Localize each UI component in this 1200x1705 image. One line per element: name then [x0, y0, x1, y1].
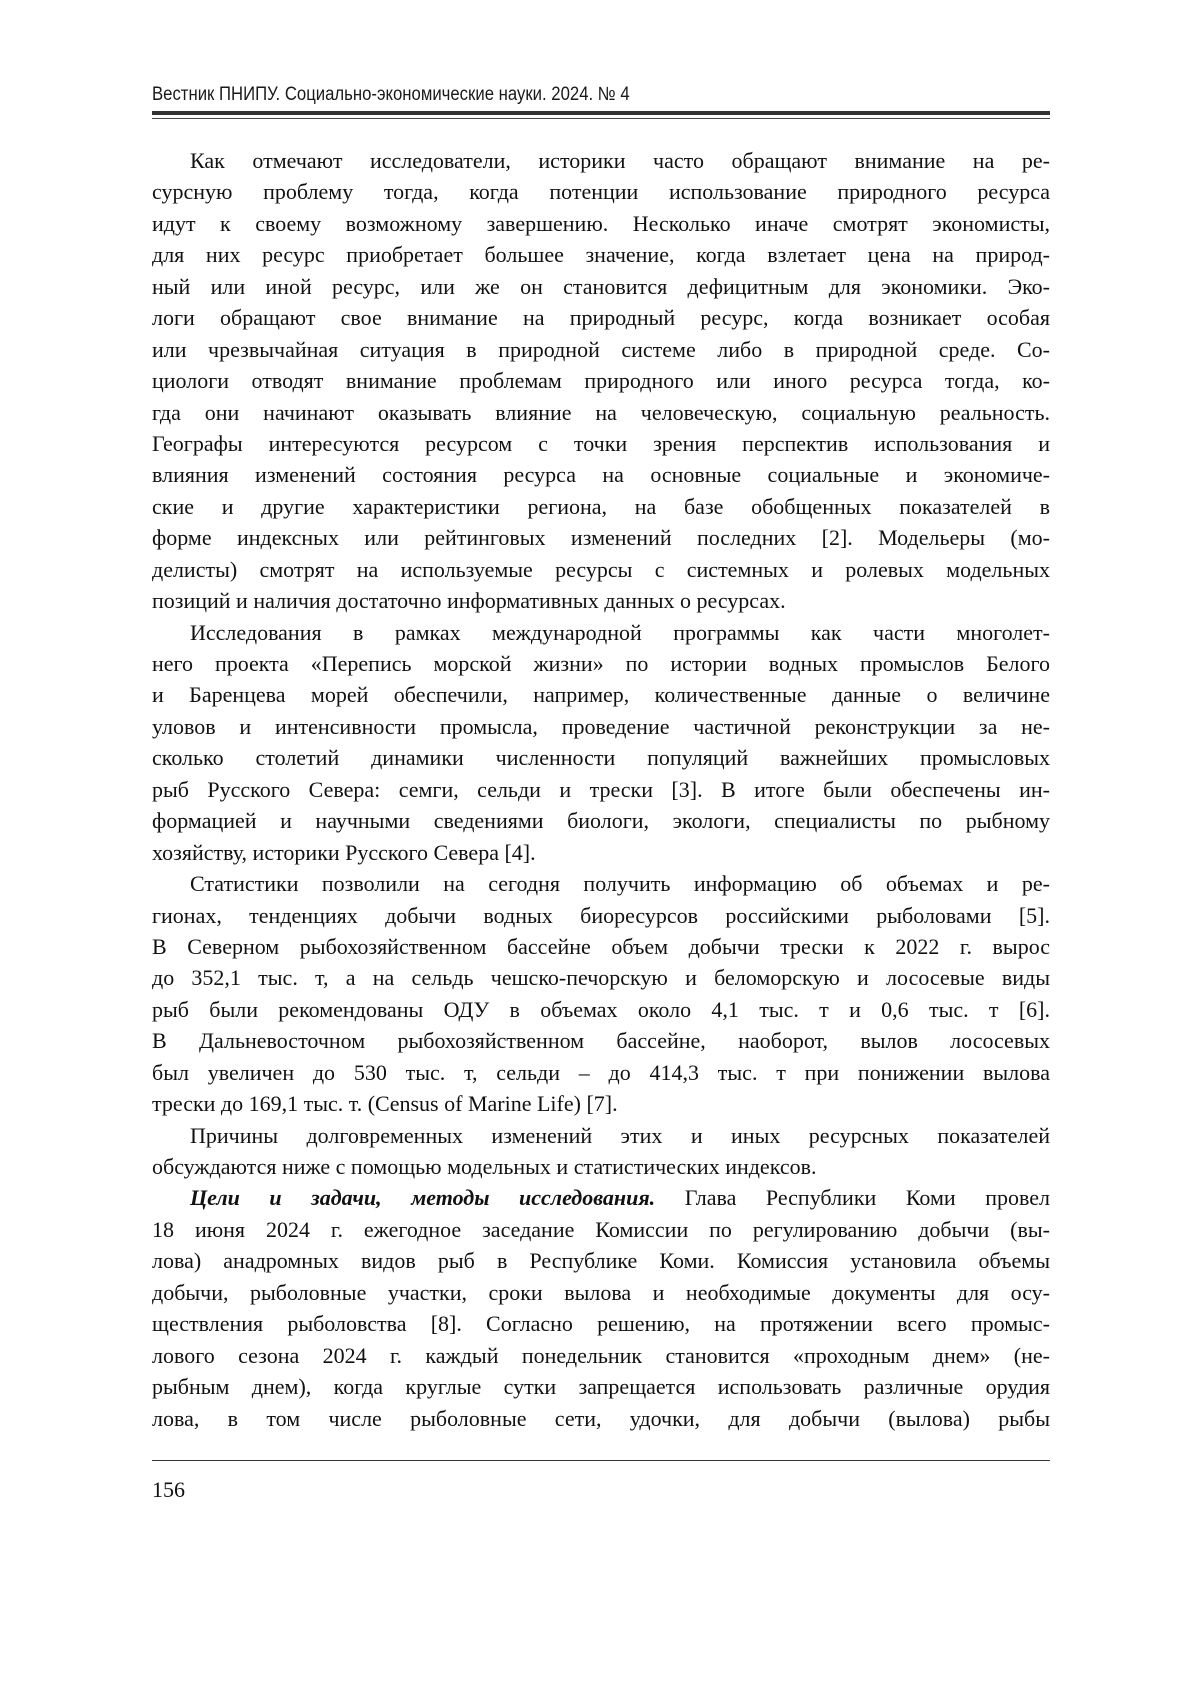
- footer-rule: [152, 1460, 1050, 1461]
- text-line: или чрезвычайная ситуация в природной системе либо в природной среде. Со-: [152, 334, 1050, 365]
- text-line: и Баренцева морей обеспечили, например, количественные данные о величине: [152, 679, 1050, 710]
- text-line: В Северном рыбохозяйственном бассейне объем добычи трески к 2022 г. вырос: [152, 931, 1050, 962]
- text-line: 18 июня 2024 г. ежегодное заседание Комиссии по регулированию добычи (вы-: [152, 1214, 1050, 1245]
- text-line: логи обращают свое внимание на природный ресурс, когда возникает особая: [152, 302, 1050, 333]
- text-line: Как отмечают исследователи, историки часто обращают внимание на ре-: [152, 145, 1050, 176]
- text-line: хозяйству, историки Русского Севера [4].: [152, 837, 1050, 868]
- text-line: сколько столетий динамики численности популяций важнейших промысловых: [152, 742, 1050, 773]
- text-line: лового сезона 2024 г. каждый понедельник становится «проходным днем» (не-: [152, 1340, 1050, 1371]
- section-heading: Цели и задачи, методы исследования.: [190, 1185, 655, 1210]
- page-number: 156: [152, 1477, 185, 1503]
- running-header: Вестник ПНИПУ. Социально-экономические науки. 2024. № 4: [152, 84, 630, 106]
- paragraph: [152, 1182, 1050, 1434]
- text-line: рыбным днем), когда круглые сутки запрещается использовать различные орудия: [152, 1371, 1050, 1402]
- text-line: В Дальневосточном рыбохозяйственном бассейне, наоборот, вылов лососевых: [152, 1025, 1050, 1056]
- header-rule-thick: [152, 111, 1050, 115]
- text-line: рыб были рекомендованы ОДУ в объемах около 4,1 тыс. т и 0,6 тыс. т [6].: [152, 994, 1050, 1025]
- text-line: гда они начинают оказывать влияние на человеческую, социальную реальность.: [152, 397, 1050, 428]
- text-span: Глава Республики Коми провел: [655, 1185, 1050, 1210]
- paragraph: [152, 145, 1050, 617]
- paragraph: [152, 868, 1050, 1120]
- text-line: до 352,1 тыс. т, а на сельдь чешско-печорскую и беломорскую и лососевые виды: [152, 962, 1050, 993]
- text-line: Географы интересуются ресурсом с точки зрения перспектив использования и: [152, 428, 1050, 459]
- text-line: позиций и наличия достаточно информативных данных о ресурсах.: [152, 585, 1050, 616]
- text-line: добычи, рыболовные участки, сроки вылова и необходимые документы для осу-: [152, 1277, 1050, 1308]
- text-line: трески до 169,1 тыс. т. (Census of Marine Life) [7].: [152, 1088, 1050, 1119]
- text-line: обсуждаются ниже с помощью модельных и статистических индексов.: [152, 1151, 1050, 1182]
- text-line: Статистики позволили на сегодня получить информацию об объемах и ре-: [152, 868, 1050, 899]
- text-line: был увеличен до 530 тыс. т, сельди – до 414,3 тыс. т при понижении вылова: [152, 1057, 1050, 1088]
- paragraph: [152, 617, 1050, 869]
- text-line: ный или иной ресурс, или же он становится дефицитным для экономики. Эко-: [152, 271, 1050, 302]
- text-line: [152, 1182, 1050, 1213]
- text-line: форме индексных или рейтинговых изменений последних [2]. Модельеры (мо-: [152, 522, 1050, 553]
- text-line: формацией и научными сведениями биологи, экологи, специалисты по рыбному: [152, 805, 1050, 836]
- text-line: Причины долговременных изменений этих и иных ресурсных показателей: [152, 1120, 1050, 1151]
- text-line: уловов и интенсивности промысла, проведение частичной реконструкции за не-: [152, 711, 1050, 742]
- text-line: ские и другие характеристики региона, на базе обобщенных показателей в: [152, 491, 1050, 522]
- text-line: лова, в том числе рыболовные сети, удочки, для добычи (вылова) рыбы: [152, 1403, 1050, 1434]
- text-line: сурсную проблему тогда, когда потенции использование природного ресурса: [152, 176, 1050, 207]
- text-line: лова) анадромных видов рыб в Республике Коми. Комиссия установила объемы: [152, 1245, 1050, 1276]
- text-line: делисты) смотрят на используемые ресурсы с системных и ролевых модельных: [152, 554, 1050, 585]
- text-line: рыб Русского Севера: семги, сельди и трески [3]. В итоге были обеспечены ин-: [152, 774, 1050, 805]
- paragraph: [152, 1120, 1050, 1183]
- body-text: [152, 145, 1050, 1434]
- text-line: идут к своему возможному завершению. Несколько иначе смотрят экономисты,: [152, 208, 1050, 239]
- text-line: Исследования в рамках международной программы как части многолет-: [152, 617, 1050, 648]
- text-line: для них ресурс приобретает большее значение, когда взлетает цена на природ-: [152, 239, 1050, 270]
- text-line: него проекта «Перепись морской жизни» по истории водных промыслов Белого: [152, 648, 1050, 679]
- text-line: циологи отводят внимание проблемам природного или иного ресурса тогда, ко-: [152, 365, 1050, 396]
- text-line: влияния изменений состояния ресурса на основные социальные и экономиче-: [152, 459, 1050, 490]
- text-line: гионах, тенденциях добычи водных биоресурсов российскими рыболовами [5].: [152, 900, 1050, 931]
- text-line: ществления рыболовства [8]. Согласно решению, на протяжении всего промыс-: [152, 1308, 1050, 1339]
- header-rule-thin: [152, 118, 1050, 119]
